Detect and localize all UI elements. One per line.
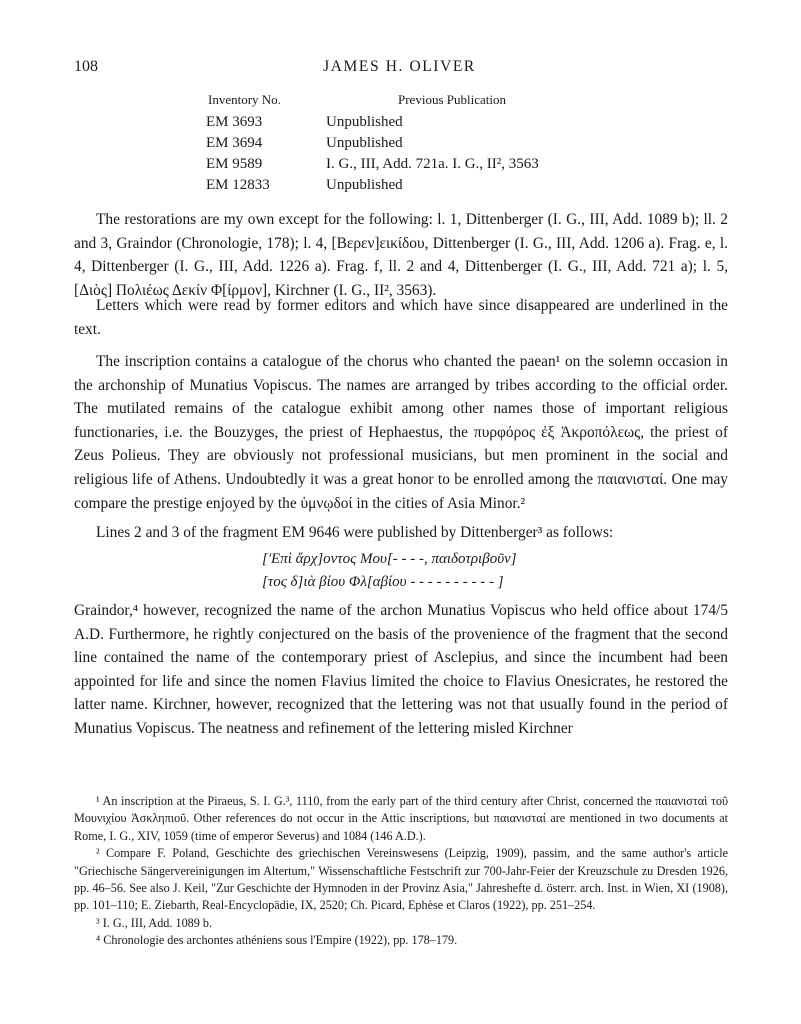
paragraph-lines-block <box>74 521 728 545</box>
inventory-number: EM 3693 <box>206 114 263 130</box>
table-row <box>206 175 626 196</box>
footnotes <box>74 793 728 950</box>
table-row <box>206 133 626 154</box>
inventory-table <box>206 92 626 196</box>
inventory-number: EM 12833 <box>206 177 270 193</box>
paragraph-graindor-block <box>74 599 728 741</box>
footnote-4: ⁴ Chronologie des archontes athéniens sous l'Empire (1922), pp. 178–179. <box>96 933 458 948</box>
paragraph-letters-block <box>74 294 728 341</box>
paragraph-inscription: The inscription contains a catalogue of the chorus who chanted the paean¹ on the solemn occasion in the archonship of Munatius Vopiscus. The names are arranged by tribes according to the official order. The mutilated remains of the catalogue exhibit among other names those of important religious functionaries, i.e. the Bouzyges, the priest of Hephaestus, the πυρφόρος ἐξ Ἀκροπόλεως, the priest of Zeus Polieus. They are obviously not professional musicians, but men prominent in the social and religious life of Athens. Undoubtedly it was a great honor to be enrolled among the παιανισταί. One may compare the prestige enjoyed by the ὑμνῳδοί in the cities of Asia Minor.² <box>74 353 728 512</box>
page-number: 108 <box>74 58 98 75</box>
column-header-inventory: Inventory No. <box>208 92 281 107</box>
page-header <box>74 58 725 82</box>
quote-line-1: ['Επὶ ἄρχ]οντος Μου[- - - -, παιδοτριβοῦν] <box>262 551 517 567</box>
table-row <box>206 154 626 175</box>
paragraph-letters: Letters which were read by former editors and which have since disappeared are underlined in the text. <box>74 297 728 338</box>
inventory-number: EM 3694 <box>206 135 263 151</box>
footnote-3: ³ I. G., III, Add. 1089 b. <box>96 915 213 930</box>
footnote-1: ¹ An inscription at the Piraeus, S. I. G.³, 1110, from the early part of the third century after Christ, concerned the παιανισταὶ τοῦ Μουνιχίου Ἀσκληπιοῦ. Other references do not occur in the Attic inscriptions, but παιανισταί are mentioned in two documents at Rome, I. G., XIV, 1059 (time of emperor Severus) and 1084 (146 A.D.). <box>74 794 728 843</box>
inventory-number: EM 9589 <box>206 156 263 172</box>
quote-line-2: [τος δ]ιὰ βίου Φλ[αβίου - - - - - - - - - - ] <box>262 574 504 590</box>
previous-publication: Unpublished <box>326 114 403 130</box>
previous-publication: Unpublished <box>326 177 403 193</box>
table-row <box>206 112 626 133</box>
footnote-2: ² Compare F. Poland, Geschichte des griechischen Vereinswesens (Leipzig, 1909), passim, and the same author's article "Griechische Sängervereinigungen im Altertum," Wissenschaftliche Festschrift zur 700-Jahr-Feier der Kreuzschule zu Dresden 1926, pp. 46–56. See also J. Keil, "Zur Geschichte der Hymnoden in der Provinz Asia," Jahreshefte d. österr. arch. Inst. in Wien, XI (1908), pp. 101–110; E. Ziebarth, Real-Encyclopädie, IX, 2520; Ch. Picard, Ephèse et Claros (1922), pp. 251–254. <box>74 846 728 913</box>
previous-publication: I. G., III, Add. 721a. I. G., II², 3563 <box>326 156 539 172</box>
running-head: JAMES H. OLIVER <box>323 58 476 75</box>
paragraph-inscription-block <box>74 350 728 515</box>
paragraph-restorations: The restorations are my own except for the following: l. 1, Dittenberger (I. G., III, Add. 1089 b); ll. 2 and 3, Graindor (Chronologie, 178); l. 4, [Βερεν]εικίδου, Dittenberger (I. G., III, Add. 1206 a). Frag. e, l. 4, Dittenberger (I. G., III, Add. 1226 a). Frag. f, ll. 2 and 4, Dittenberger (I. G., III, Add. 721 a); l. 5, [Διὸς] Πολιέως Δεκίν Φ[ίρμον], Kirchner (I. G., II², 3563). <box>74 211 728 299</box>
column-header-publication: Previous Publication <box>398 92 506 107</box>
paragraph-restorations-block <box>74 208 728 302</box>
previous-publication: Unpublished <box>326 135 403 151</box>
paragraph-lines: Lines 2 and 3 of the fragment EM 9646 were published by Dittenberger³ as follows: <box>96 524 614 541</box>
inventory-table-header <box>206 92 626 112</box>
paragraph-graindor: Graindor,⁴ however, recognized the name of the archon Munatius Vopiscus who held office about 174/5 A.D. Furthermore, he rightly conjectured on the basis of the provenience of the fragment that the second line contained the name of the contemporary priest of Asclepius, and since the incumbent had been appointed for life and since the nomen Flavius limited the choice to Flavius Onesicrates, he restored the latter name. Kirchner, however, recognized that the lettering was not that usually found in the period of Munatius Vopiscus. The neatness and refinement of the lettering misled Kirchner <box>74 602 728 737</box>
